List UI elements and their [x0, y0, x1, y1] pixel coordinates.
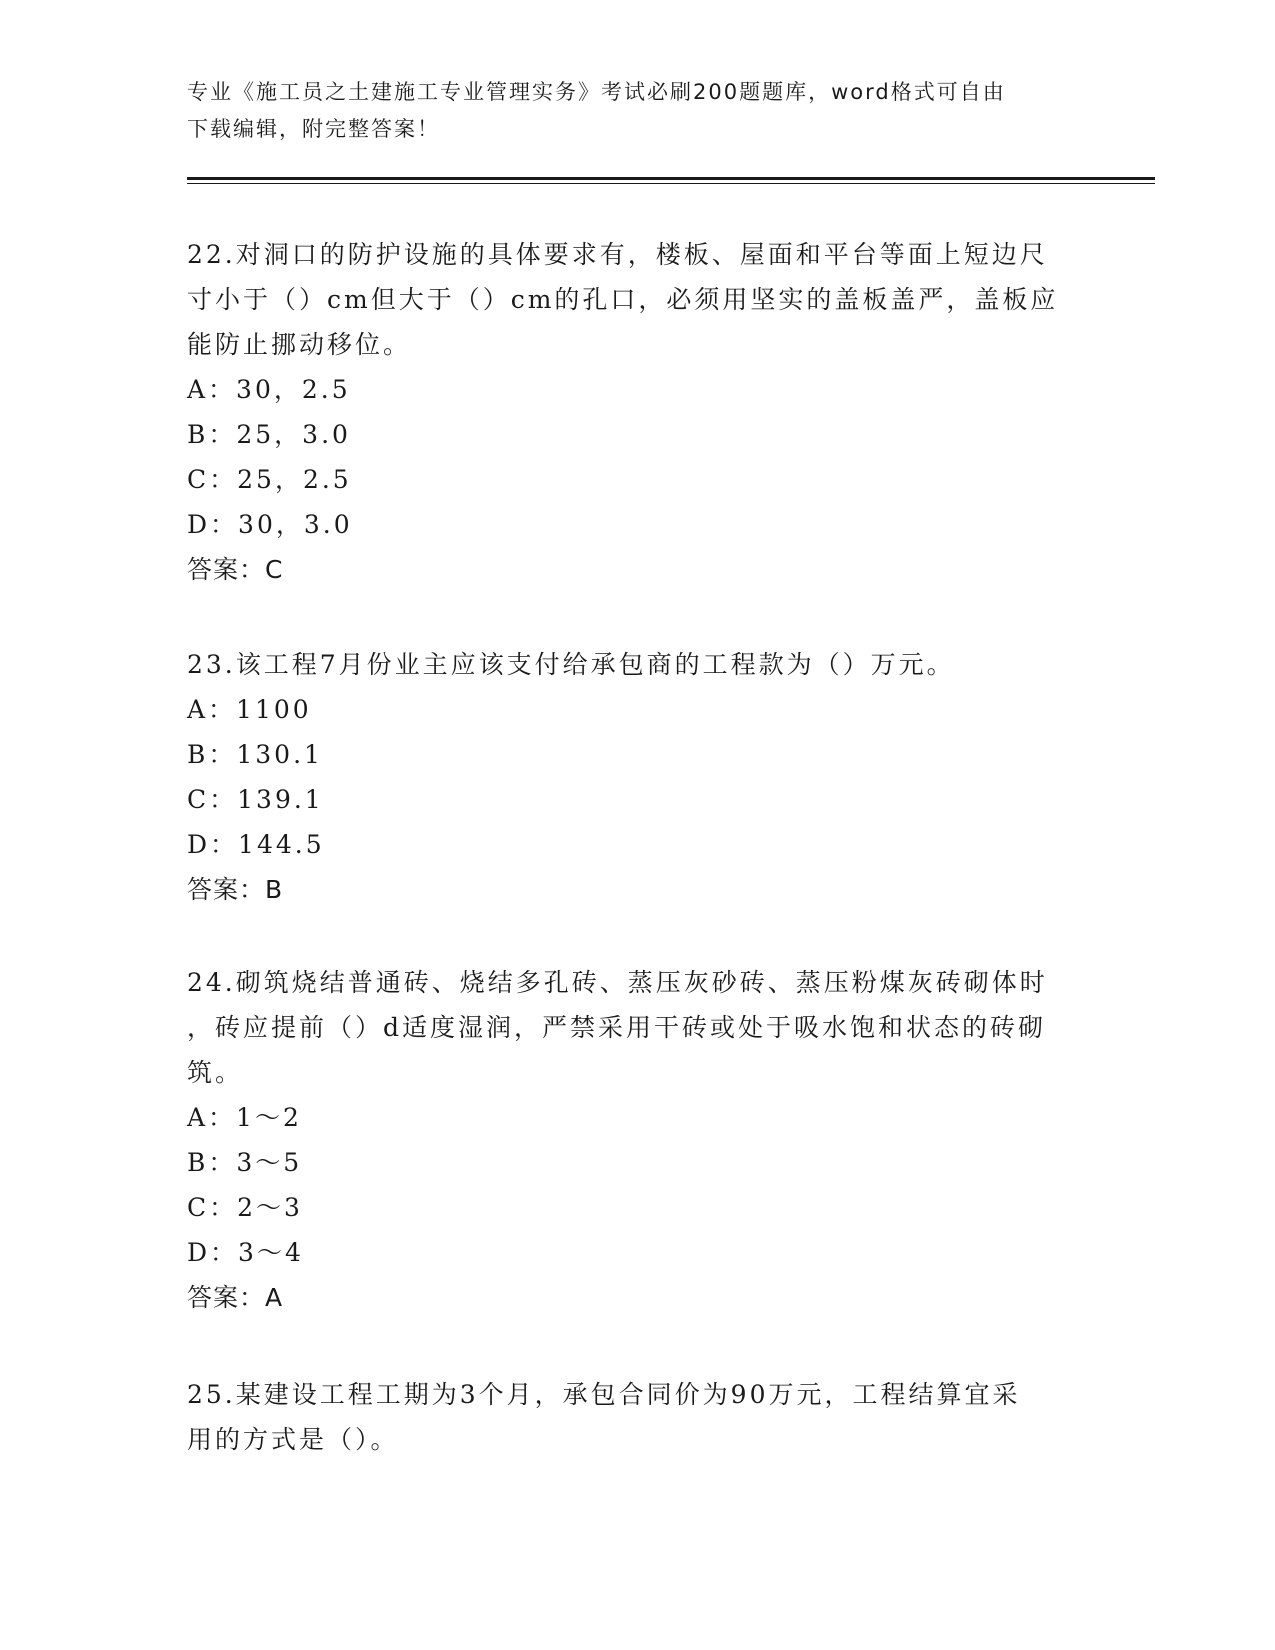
option-c: C：25，2.5 — [187, 465, 352, 494]
question-text-line: ，砖应提前（）d适度湿润，严禁采用干砖或处于吸水饱和状态的砖砌 — [187, 1013, 1047, 1042]
option-c: C：2～3 — [187, 1193, 303, 1222]
question-23 — [187, 642, 1087, 912]
answer-label: 答案：C — [187, 555, 284, 584]
option-b: B：3～5 — [187, 1148, 303, 1177]
question-text-line: 25.某建设工程工期为3个月，承包合同价为90万元，工程结算宜采 — [187, 1380, 1021, 1409]
option-d: D：144.5 — [187, 830, 325, 859]
header-line-1: 专业《施工员之土建施工专业管理实务》考试必刷200题题库，word格式可自由 — [187, 80, 1006, 104]
header-divider-thick — [187, 177, 1155, 180]
question-text-line: 23.该工程7月份业主应该支付给承包商的工程款为（）万元。 — [187, 650, 955, 679]
answer-label: 答案：A — [187, 1283, 284, 1312]
header-divider-thin — [187, 183, 1155, 184]
option-d: D：3～4 — [187, 1238, 304, 1267]
option-a: A：30，2.5 — [187, 375, 351, 404]
question-text-line: 24.砌筑烧结普通砖、烧结多孔砖、蒸压灰砂砖、蒸压粉煤灰砖砌体时 — [187, 968, 1048, 997]
option-a: A：1～2 — [187, 1103, 302, 1132]
option-c: C：139.1 — [187, 785, 324, 814]
question-24 — [187, 960, 1087, 1320]
option-d: D：30，3.0 — [187, 510, 353, 539]
option-a: A：1100 — [187, 695, 312, 724]
header-line-2: 下载编辑，附完整答案！ — [187, 117, 440, 141]
question-text-line: 用的方式是（）。 — [187, 1425, 399, 1454]
question-25 — [187, 1372, 1087, 1462]
question-text-line: 寸小于（）cm但大于（）cm的孔口，必须用坚实的盖板盖严，盖板应 — [187, 285, 1059, 314]
option-b: B：25，3.0 — [187, 420, 351, 449]
question-22 — [187, 232, 1087, 592]
option-b: B：130.1 — [187, 740, 323, 769]
document-header — [187, 74, 1067, 148]
question-text-line: 能防止挪动移位。 — [187, 330, 412, 359]
answer-label: 答案：B — [187, 875, 284, 904]
question-text-line: 筑。 — [187, 1058, 244, 1087]
question-text-line: 22.对洞口的防护设施的具体要求有，楼板、屋面和平台等面上短边尺 — [187, 240, 1048, 269]
